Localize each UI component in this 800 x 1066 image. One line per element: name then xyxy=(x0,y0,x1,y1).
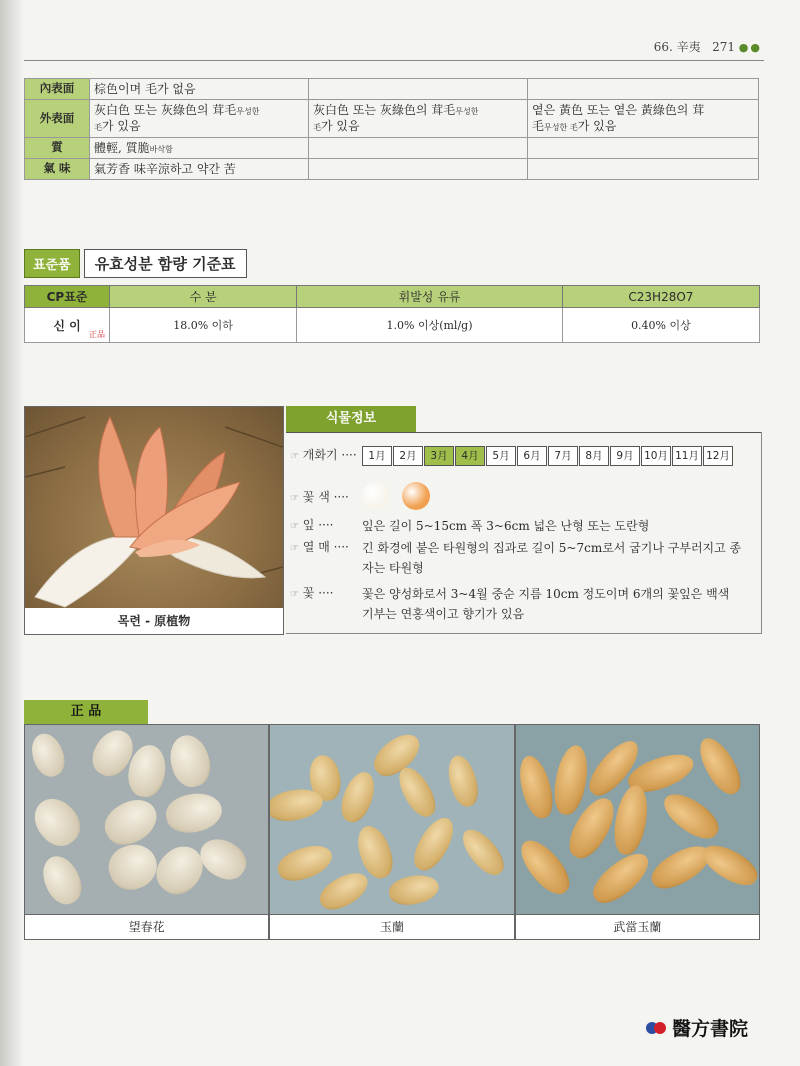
leaf-row xyxy=(290,516,742,536)
month-cell: 7月 xyxy=(548,446,578,466)
cell-note: 무성한 毛 xyxy=(544,123,578,133)
row-label xyxy=(290,446,362,463)
divider xyxy=(286,633,762,634)
table-row xyxy=(25,308,760,343)
month-cell: 11月 xyxy=(672,446,702,466)
month-cell: 2月 xyxy=(393,446,423,466)
header-rule xyxy=(24,60,764,61)
cell-text: 가 있음 xyxy=(321,119,360,134)
fruit-text: 긴 화경에 붙은 타원형의 집과로 길이 5~7cm로서 굽기나 구부러지고 종자는 타원형 xyxy=(362,541,742,575)
table-row xyxy=(25,79,759,100)
specimen-photo xyxy=(516,725,759,914)
flower-text: 꽃은 양성화로서 3~4월 중순 지름 10cm 정도이며 6개의 꽃잎은 백색 기부는 연홍색이고 향기가 있음 xyxy=(362,587,730,621)
pointer-icon: ☞ xyxy=(290,543,299,554)
cell-note: 毛 xyxy=(313,123,321,133)
description-table xyxy=(24,78,759,180)
cell-text: 灰白色 또는 灰綠色의 茸毛 xyxy=(94,103,237,118)
cell-text: 體輕, 質脆 xyxy=(94,140,150,155)
pointer-icon: ☞ xyxy=(290,451,299,462)
color-swatch xyxy=(402,482,430,510)
table-cell xyxy=(309,158,528,179)
genuine-specimens xyxy=(24,724,760,940)
bloom-period-row xyxy=(290,446,734,466)
row-label: 質 xyxy=(25,137,90,158)
leaf-label: 잎 ···· xyxy=(302,518,334,532)
table-cell xyxy=(528,100,759,137)
standard-heading xyxy=(24,249,247,278)
flower-label: 꽃 ···· xyxy=(302,586,334,600)
cell-text: 毛 xyxy=(532,119,545,134)
plant-photo xyxy=(24,406,284,610)
table-cell: 1.0% 이상(ml/g) xyxy=(297,308,563,343)
flower-color-row xyxy=(290,482,442,513)
month-cell: 12月 xyxy=(703,446,733,466)
divider xyxy=(761,432,762,634)
month-cell: 3月 xyxy=(424,446,454,466)
row-label xyxy=(290,584,362,601)
table-cell xyxy=(528,137,759,158)
herb-name: 신 이 xyxy=(53,318,81,333)
page-gutter-shadow xyxy=(0,0,24,1066)
standard-table xyxy=(24,285,760,343)
specimen-caption: 玉蘭 xyxy=(270,914,513,939)
cell-text: 灰白色 또는 灰綠色의 茸毛 xyxy=(313,103,456,118)
publisher-logo xyxy=(646,1014,748,1041)
logo-dot-icon xyxy=(654,1022,666,1034)
specimen-photo xyxy=(270,725,513,914)
month-cell: 6月 xyxy=(517,446,547,466)
fruit-row xyxy=(290,538,742,578)
herb-name-sub: 正品 xyxy=(89,330,105,339)
cell-text: 가 있음 xyxy=(577,119,617,134)
row-label xyxy=(290,538,362,555)
fruit-label: 열 매 ···· xyxy=(302,540,349,554)
cell-note: 무성한 xyxy=(455,107,479,117)
table-cell xyxy=(309,100,528,137)
plant-info-tab: 식물정보 xyxy=(286,406,416,432)
specimen-caption: 望春花 xyxy=(25,914,268,939)
page-header xyxy=(654,38,762,55)
magnolia-flower-illustration xyxy=(25,407,283,609)
row-label: 內表面 xyxy=(25,79,90,100)
table-header-row xyxy=(25,286,760,308)
month-cell: 10月 xyxy=(641,446,671,466)
cell-text: 가 있음 xyxy=(102,119,141,134)
plant-caption: 목련 - 原植物 xyxy=(24,608,284,635)
month-cell: 9月 xyxy=(610,446,640,466)
month-cell: 1月 xyxy=(362,446,392,466)
herb-name-cell xyxy=(25,308,110,343)
month-cell: 4月 xyxy=(455,446,485,466)
color-swatch xyxy=(362,482,390,510)
month-strip xyxy=(362,446,734,466)
column-header: CP표준 xyxy=(25,286,110,308)
table-cell xyxy=(528,158,759,179)
pointer-icon: ☞ xyxy=(290,521,299,532)
plant-info-panel xyxy=(282,406,762,634)
bloom-label: 개화기 ···· xyxy=(302,448,357,462)
standard-title: 유효성분 함량 기준표 xyxy=(84,249,247,278)
flower-color-label: 꽃 색 ···· xyxy=(302,490,349,504)
month-cell: 8月 xyxy=(579,446,609,466)
standard-badge: 표준품 xyxy=(24,249,80,278)
table-cell xyxy=(90,100,309,137)
specimen-panel xyxy=(515,724,760,940)
pointer-icon: ☞ xyxy=(290,493,299,504)
column-header: 휘발성 유류 xyxy=(297,286,563,308)
header-dots-icon: ●● xyxy=(738,41,762,54)
flower-row xyxy=(290,584,742,624)
table-cell: 氣芳香 味辛涼하고 약간 苦 xyxy=(90,158,309,179)
row-label: 外表面 xyxy=(25,100,90,137)
cell-note: 바삭함 xyxy=(149,144,173,154)
cell-note: 毛 xyxy=(94,123,102,133)
table-cell: 0.40% 이상 xyxy=(562,308,759,343)
cell-note: 무성한 xyxy=(236,107,260,117)
column-header: 수 분 xyxy=(110,286,297,308)
page-number: 271 xyxy=(712,40,735,54)
cell-text: 옅은 黃色 또는 옅은 黃綠色의 茸 xyxy=(532,103,705,118)
specimen-panel xyxy=(269,724,514,940)
table-cell xyxy=(309,79,528,100)
specimen-caption: 武當玉蘭 xyxy=(516,914,759,939)
month-cell: 5月 xyxy=(486,446,516,466)
row-label xyxy=(290,482,362,505)
column-header: C23H28O7 xyxy=(562,286,759,308)
table-cell: 棕色이며 毛가 없음 xyxy=(90,79,309,100)
table-cell: 18.0% 이하 xyxy=(110,308,297,343)
leaf-text: 잎은 길이 5~15cm 폭 3~6cm 넓은 난형 또는 도란형 xyxy=(362,519,650,533)
genuine-tab: 正 品 xyxy=(24,700,148,724)
divider xyxy=(286,432,762,433)
row-label xyxy=(290,516,362,533)
table-row xyxy=(25,158,759,179)
section-title: 66. 辛夷 xyxy=(653,40,701,54)
table-row xyxy=(25,137,759,158)
specimen-panel xyxy=(24,724,269,940)
flower-color-swatches xyxy=(362,482,442,513)
pointer-icon: ☞ xyxy=(290,589,299,600)
table-row xyxy=(25,100,759,137)
specimen-photo xyxy=(25,725,268,914)
publisher-name: 醫方書院 xyxy=(671,1018,748,1040)
table-cell xyxy=(90,137,309,158)
table-cell xyxy=(309,137,528,158)
table-cell xyxy=(528,79,759,100)
row-label: 氣 味 xyxy=(25,158,90,179)
